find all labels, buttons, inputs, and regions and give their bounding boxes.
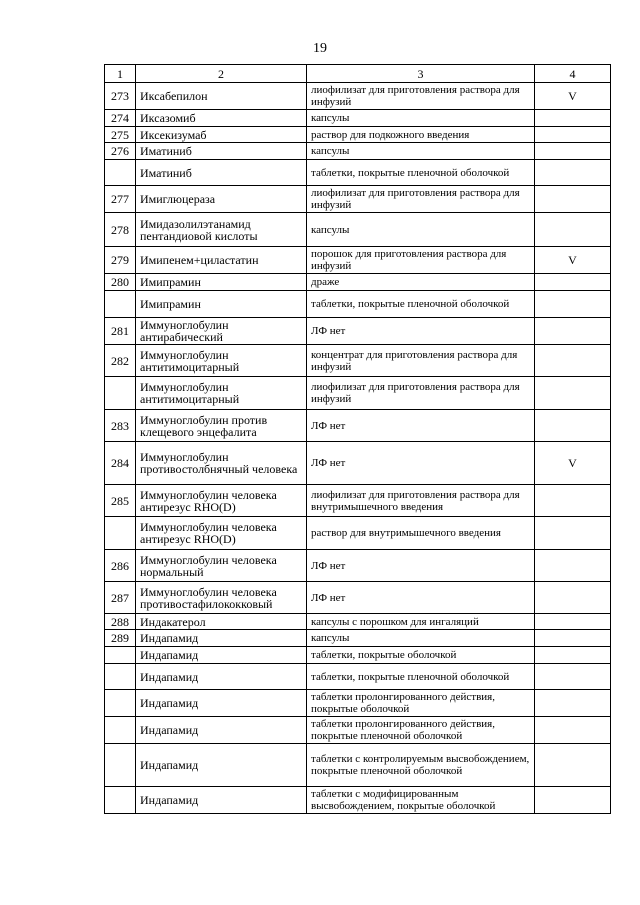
row-number: 287: [105, 582, 136, 614]
drug-name: Иматиниб: [136, 160, 307, 186]
row-number: 277: [105, 186, 136, 213]
dosage-form: ЛФ нет: [307, 582, 535, 614]
v-mark: [535, 744, 611, 787]
v-mark: [535, 410, 611, 442]
table-row: [105, 83, 611, 110]
table-row: [105, 517, 611, 550]
column-header-4: 4: [535, 65, 611, 83]
row-number: 281: [105, 318, 136, 345]
row-number: 278: [105, 213, 136, 247]
v-mark: [535, 614, 611, 630]
dosage-form: таблетки пролонгированного действия, покрытые оболочкой: [307, 690, 535, 717]
drug-name: Индапамид: [136, 787, 307, 814]
v-mark: [535, 550, 611, 582]
table-row: [105, 274, 611, 291]
table-row: [105, 318, 611, 345]
dosage-form: лиофилизат для приготовления раствора для внутримышечного введения: [307, 485, 535, 517]
table-row: [105, 213, 611, 247]
dosage-form: концентрат для приготовления раствора для инфузий: [307, 345, 535, 377]
drug-name: Индапамид: [136, 690, 307, 717]
v-mark: V: [535, 247, 611, 274]
column-header-1: 1: [105, 65, 136, 83]
drug-name: Иммуноглобулин человека нормальный: [136, 550, 307, 582]
v-mark: V: [535, 83, 611, 110]
dosage-form: лиофилизат для приготовления раствора для инфузий: [307, 186, 535, 213]
drug-name: Имипрамин: [136, 274, 307, 291]
row-number: [105, 517, 136, 550]
table-row: [105, 485, 611, 517]
drug-name: Имипрамин: [136, 291, 307, 318]
v-mark: [535, 485, 611, 517]
drug-name: Индапамид: [136, 664, 307, 690]
table-row: [105, 186, 611, 213]
v-mark: [535, 690, 611, 717]
drug-name: Имиглюцераза: [136, 186, 307, 213]
v-mark: [535, 517, 611, 550]
drug-name: Иммуноглобулин антирабический: [136, 318, 307, 345]
row-number: [105, 160, 136, 186]
table-row: [105, 690, 611, 717]
v-mark: [535, 186, 611, 213]
dosage-form: лиофилизат для приготовления раствора для инфузий: [307, 377, 535, 410]
row-number: 276: [105, 143, 136, 160]
dosage-form: ЛФ нет: [307, 550, 535, 582]
table-row: [105, 744, 611, 787]
row-number: 283: [105, 410, 136, 442]
dosage-form: раствор для подкожного введения: [307, 127, 535, 143]
table-row: [105, 377, 611, 410]
table-row: [105, 550, 611, 582]
drug-name: Иматиниб: [136, 143, 307, 160]
row-number: 279: [105, 247, 136, 274]
row-number: [105, 291, 136, 318]
dosage-form: ЛФ нет: [307, 410, 535, 442]
page-number: 19: [313, 41, 327, 56]
table-row: [105, 717, 611, 744]
v-mark: [535, 377, 611, 410]
drug-name: Иксабепилон: [136, 83, 307, 110]
table-row: [105, 664, 611, 690]
table-row: [105, 647, 611, 664]
table-row: [105, 160, 611, 186]
table-row: [105, 110, 611, 127]
table-row: [105, 143, 611, 160]
dosage-form: капсулы с порошком для ингаляций: [307, 614, 535, 630]
dosage-form: таблетки с модифицированным высвобождением, покрытые оболочкой: [307, 787, 535, 814]
v-mark: [535, 582, 611, 614]
table-row: [105, 787, 611, 814]
v-mark: [535, 213, 611, 247]
dosage-form: капсулы: [307, 213, 535, 247]
row-number: [105, 787, 136, 814]
drug-name: Иксекизумаб: [136, 127, 307, 143]
drug-name: Иммуноглобулин человека антирезус RHO(D): [136, 517, 307, 550]
row-number: [105, 377, 136, 410]
row-number: 275: [105, 127, 136, 143]
row-number: 289: [105, 630, 136, 647]
v-mark: V: [535, 442, 611, 485]
v-mark: [535, 127, 611, 143]
row-number: 286: [105, 550, 136, 582]
drug-name: Имипенем+циластатин: [136, 247, 307, 274]
dosage-form: капсулы: [307, 630, 535, 647]
dosage-form: ЛФ нет: [307, 318, 535, 345]
row-number: 282: [105, 345, 136, 377]
table-row: [105, 630, 611, 647]
row-number: 273: [105, 83, 136, 110]
drug-name: Индапамид: [136, 717, 307, 744]
drug-name: Иммуноглобулин противостолбнячный человека: [136, 442, 307, 485]
v-mark: [535, 143, 611, 160]
dosage-form: таблетки, покрытые пленочной оболочкой: [307, 664, 535, 690]
drug-name: Индапамид: [136, 647, 307, 664]
v-mark: [535, 345, 611, 377]
v-mark: [535, 110, 611, 127]
drug-name: Иммуноглобулин человека антирезус RHO(D): [136, 485, 307, 517]
v-mark: [535, 160, 611, 186]
row-number: [105, 664, 136, 690]
table-row: [105, 291, 611, 318]
v-mark: [535, 318, 611, 345]
v-mark: [535, 630, 611, 647]
row-number: [105, 690, 136, 717]
drug-name: Иксазомиб: [136, 110, 307, 127]
drug-name: Иммуноглобулин антитимоцитарный: [136, 377, 307, 410]
table-row: [105, 442, 611, 485]
dosage-form: порошок для приготовления раствора для инфузий: [307, 247, 535, 274]
row-number: 288: [105, 614, 136, 630]
row-number: [105, 744, 136, 787]
row-number: 274: [105, 110, 136, 127]
dosage-form: капсулы: [307, 143, 535, 160]
table-row: [105, 410, 611, 442]
column-header-3: 3: [307, 65, 535, 83]
drug-name: Индакатерол: [136, 614, 307, 630]
row-number: 285: [105, 485, 136, 517]
v-mark: [535, 787, 611, 814]
table-row: [105, 127, 611, 143]
row-number: 280: [105, 274, 136, 291]
dosage-form: таблетки, покрытые пленочной оболочкой: [307, 160, 535, 186]
drug-table: [104, 64, 611, 814]
v-mark: [535, 717, 611, 744]
drug-name: Индапамид: [136, 630, 307, 647]
dosage-form: раствор для внутримышечного введения: [307, 517, 535, 550]
table-header-row: [105, 65, 611, 83]
drug-name: Иммуноглобулин антитимоцитарный: [136, 345, 307, 377]
dosage-form: ЛФ нет: [307, 442, 535, 485]
dosage-form: таблетки, покрытые пленочной оболочкой: [307, 291, 535, 318]
table-row: [105, 582, 611, 614]
table-row: [105, 345, 611, 377]
row-number: [105, 647, 136, 664]
table-row: [105, 614, 611, 630]
dosage-form: капсулы: [307, 110, 535, 127]
column-header-2: 2: [136, 65, 307, 83]
table-row: [105, 247, 611, 274]
dosage-form: таблетки пролонгированного действия, покрытые пленочной оболочкой: [307, 717, 535, 744]
v-mark: [535, 274, 611, 291]
dosage-form: драже: [307, 274, 535, 291]
dosage-form: таблетки, покрытые оболочкой: [307, 647, 535, 664]
drug-name: Иммуноглобулин человека противостафилококковый: [136, 582, 307, 614]
dosage-form: таблетки с контролируемым высвобождением, покрытые пленочной оболочкой: [307, 744, 535, 787]
v-mark: [535, 647, 611, 664]
v-mark: [535, 291, 611, 318]
dosage-form: лиофилизат для приготовления раствора для инфузий: [307, 83, 535, 110]
row-number: [105, 717, 136, 744]
drug-name: Имидазолилэтанамид пентандиовой кислоты: [136, 213, 307, 247]
row-number: 284: [105, 442, 136, 485]
drug-name: Иммуноглобулин против клещевого энцефалита: [136, 410, 307, 442]
drug-name: Индапамид: [136, 744, 307, 787]
v-mark: [535, 664, 611, 690]
